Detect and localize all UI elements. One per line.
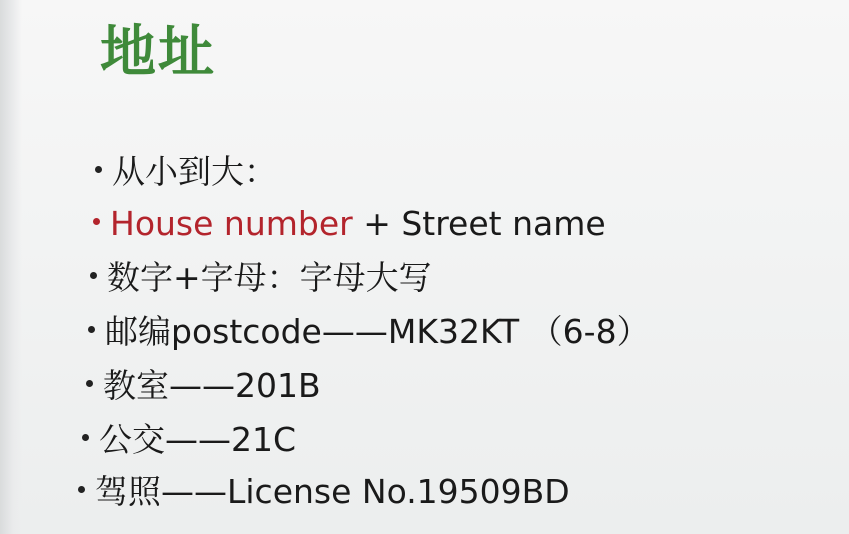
slide-title: 地址	[100, 20, 216, 85]
bullet-dot-icon	[78, 486, 85, 493]
bullet-item	[93, 204, 606, 244]
bullet-item	[78, 472, 570, 512]
bullet-dot-icon	[93, 218, 100, 225]
bullet-text: 驾照——License No.19509BD	[95, 472, 570, 511]
bullet-text: 教室——201B	[103, 366, 321, 405]
bullet-text: 邮编postcode——MK32KT （6-8）	[105, 312, 650, 351]
bullet-item	[88, 312, 650, 352]
bullet-highlight-text: House number	[110, 204, 353, 243]
bullet-item	[90, 258, 432, 298]
bullet-dot-icon	[95, 166, 102, 173]
bullet-text: 数字+字母：字母大写	[107, 258, 432, 297]
bullet-dot-icon	[86, 380, 93, 387]
bullet-item	[95, 152, 277, 192]
bullet-dot-icon	[82, 434, 89, 441]
bullet-text: + Street name	[352, 204, 606, 243]
bullet-dot-icon	[90, 272, 97, 279]
bullet-item	[82, 420, 296, 460]
bullet-text: 从小到大：	[112, 152, 277, 191]
bullet-item	[86, 366, 321, 406]
bullet-dot-icon	[88, 326, 95, 333]
bullet-text: 公交——21C	[99, 420, 297, 459]
